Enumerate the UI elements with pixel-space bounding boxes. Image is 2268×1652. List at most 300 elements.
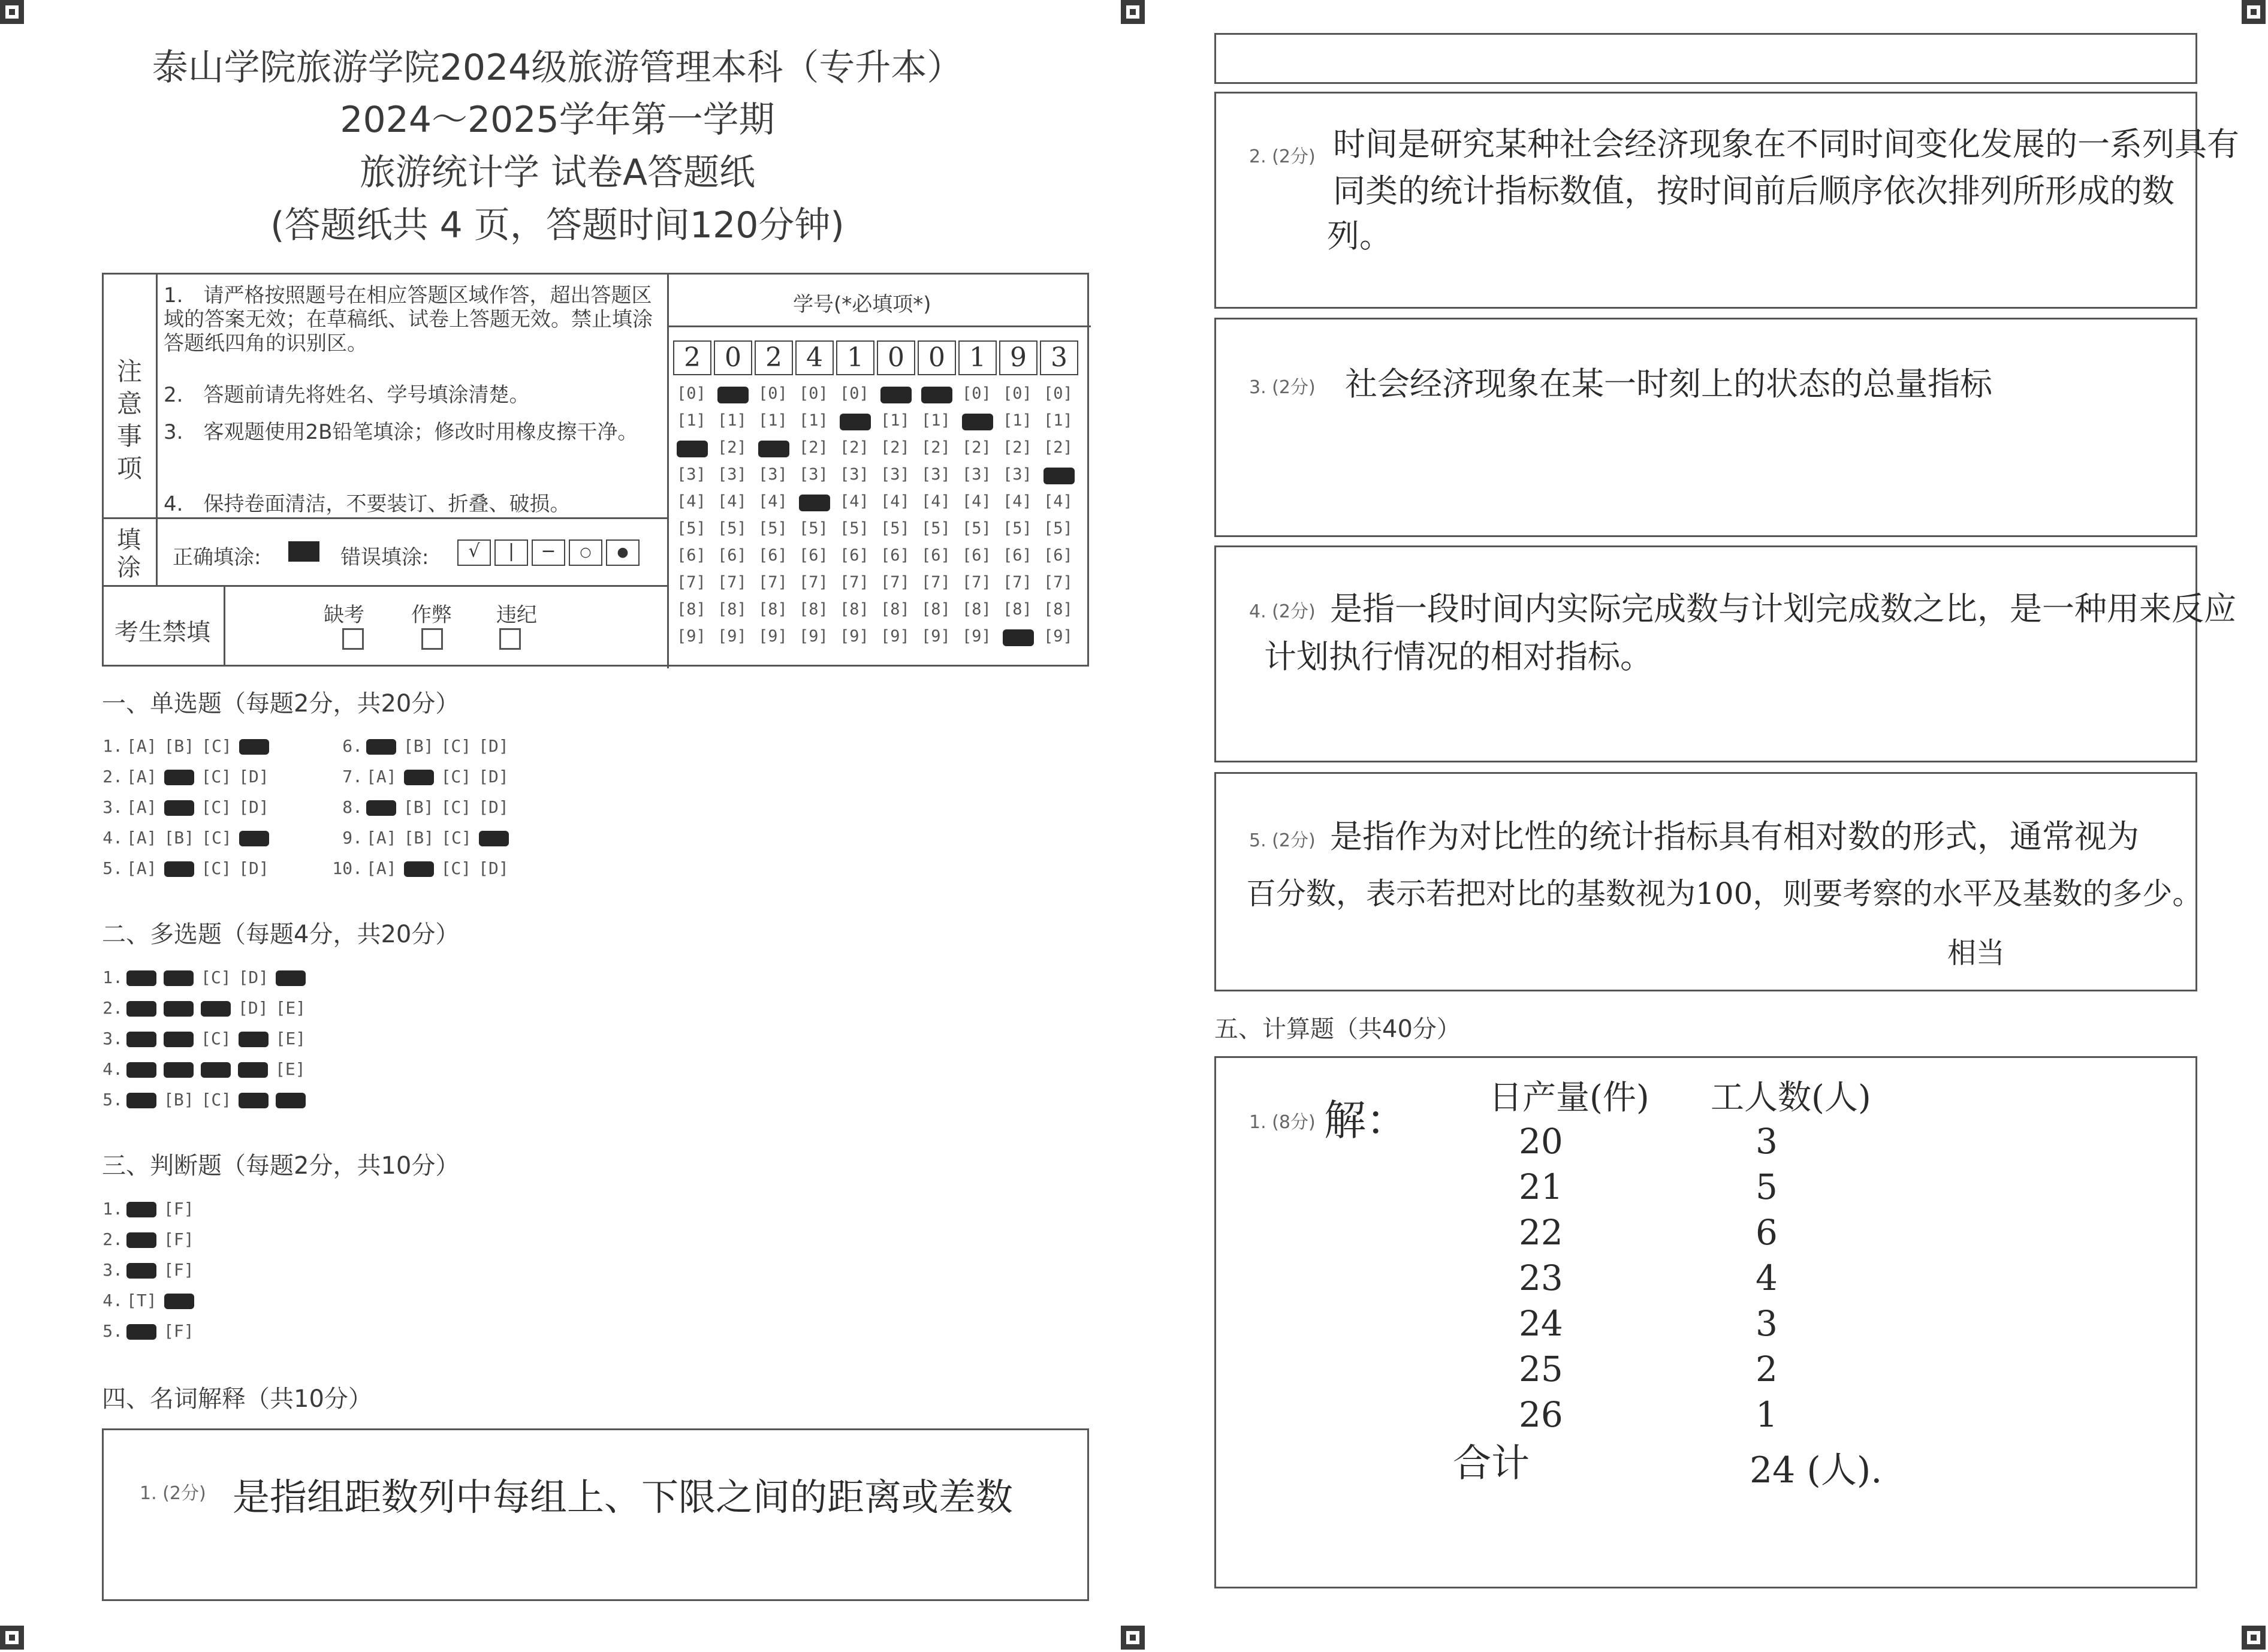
answer-bubble[interactable]: [C] — [441, 828, 472, 848]
answer-bubble[interactable]: [D] — [478, 797, 509, 817]
term-1-number: 1. (2分) — [140, 1483, 206, 1504]
section5-title: 五、计算题（共40分） — [1214, 1015, 1461, 1043]
answer-bubble[interactable]: [T] — [126, 1291, 157, 1310]
student-id-bubble[interactable]: [7] — [799, 573, 828, 592]
notice-item-4: 4. 保持卷面清洁，不要装订、折叠、破损。 — [164, 492, 571, 516]
answer-bubble[interactable]: [C] — [201, 767, 232, 786]
student-id-bubble[interactable]: [1] — [1003, 411, 1032, 430]
answer-row — [90, 1321, 198, 1341]
student-id-bubble-filled[interactable] — [717, 387, 749, 403]
calc-1-total-value: 24 (人). — [1750, 1449, 1883, 1491]
term-2-answer-line3: 列。 — [1327, 217, 1392, 255]
notice-item-2: 2. 答题前请先将姓名、学号填涂清楚。 — [164, 383, 530, 407]
answer-bubble[interactable]: [C] — [441, 858, 472, 878]
answer-row — [330, 828, 512, 848]
answer-row — [330, 797, 512, 817]
answer-bubble[interactable]: [B] — [403, 797, 434, 817]
term-3-number: 3. (2分) — [1249, 377, 1316, 398]
calc-1-col1-header: 日产量(件) — [1489, 1078, 1649, 1117]
student-id-bubble[interactable]: [2] — [921, 438, 951, 457]
student-id-digit-box[interactable]: 3 — [1040, 340, 1078, 375]
answer-bubble[interactable]: [F] — [164, 1260, 194, 1280]
corner-marker-top-right — [2242, 0, 2266, 24]
answer-bubble-filled[interactable] — [126, 970, 156, 986]
student-id-bubble-filled[interactable] — [677, 441, 708, 457]
answer-box-term-2[interactable] — [1214, 92, 2239, 309]
student-id-bubble[interactable]: [2] — [1003, 438, 1032, 457]
student-id-grid — [104, 275, 1091, 668]
student-id-bubble[interactable]: [7] — [1043, 573, 1073, 592]
exam-title-line1: 泰山学院旅游学院2024级旅游管理本科（专升本） — [152, 47, 963, 89]
answer-row — [90, 828, 273, 848]
student-id-bubble[interactable]: [2] — [880, 438, 910, 457]
student-id-digit-box[interactable]: 1 — [958, 340, 997, 375]
student-id-digit-box[interactable]: 0 — [877, 340, 915, 375]
student-id-bubble[interactable]: [8] — [677, 600, 706, 619]
term-5-number: 5. (2分) — [1249, 830, 1316, 851]
term-2-number: 2. (2分) — [1249, 146, 1316, 167]
calc-1-daily-output-value: 25 — [1519, 1349, 1563, 1389]
student-id-bubble[interactable]: [0] — [1003, 384, 1032, 403]
student-id-digit-box[interactable]: 9 — [999, 340, 1038, 375]
answer-bubble-filled[interactable] — [201, 1001, 231, 1017]
answer-bubble[interactable]: [C] — [201, 967, 231, 987]
student-id-bubble[interactable]: [9] — [1043, 627, 1073, 646]
answer-box-term-5[interactable] — [1214, 772, 2203, 991]
student-id-bubble[interactable]: [6] — [717, 546, 747, 565]
student-id-bubble[interactable]: [0] — [962, 384, 991, 403]
answer-bubble[interactable]: [A] — [126, 828, 157, 848]
student-id-bubble[interactable]: [6] — [921, 546, 951, 565]
student-id-bubble[interactable]: [5] — [758, 519, 788, 538]
wrong-fill-sample-check: √ — [457, 539, 491, 566]
calc-1-daily-output-value: 26 — [1519, 1394, 1563, 1435]
answer-bubble-filled[interactable] — [238, 1062, 268, 1078]
student-id-bubble-filled[interactable] — [1043, 468, 1075, 484]
student-id-bubble[interactable]: [5] — [677, 519, 706, 538]
answer-bubble-filled[interactable] — [164, 800, 194, 816]
student-id-bubble[interactable]: [6] — [840, 546, 869, 565]
student-id-bubble[interactable]: [2] — [962, 438, 991, 457]
answer-bubble[interactable]: [A] — [126, 767, 157, 786]
answer-bubble-filled[interactable] — [164, 1062, 194, 1078]
answer-bubble[interactable]: [A] — [126, 797, 157, 817]
student-id-bubble[interactable]: [3] — [921, 465, 951, 484]
corner-marker-bottom-left — [0, 1626, 24, 1650]
answer-bubble[interactable]: [E] — [275, 998, 306, 1018]
question-number: 4. — [102, 828, 123, 848]
answer-bubble-filled[interactable] — [366, 739, 396, 755]
student-id-bubble[interactable]: [4] — [677, 492, 706, 511]
answer-row — [90, 736, 273, 756]
student-id-bubble[interactable]: [4] — [840, 492, 869, 511]
student-id-bubble[interactable]: [3] — [840, 465, 869, 484]
exam-title-line2: 2024～2025学年第一学期 — [340, 99, 775, 141]
fill-label: 填涂 — [117, 526, 141, 581]
answer-bubble-filled[interactable] — [239, 1032, 269, 1047]
question-number: 2. — [102, 998, 123, 1018]
student-id-bubble[interactable]: [6] — [1043, 546, 1073, 565]
answer-box-top-continuation — [1214, 33, 2197, 84]
student-id-bubble[interactable]: [7] — [758, 573, 788, 592]
student-id-bubble[interactable]: [5] — [799, 519, 828, 538]
answer-bubble-filled[interactable] — [164, 1294, 194, 1309]
question-number: 10. — [332, 858, 363, 878]
calc-1-col2-header: 工人数(人) — [1711, 1078, 1871, 1117]
forbid-violate-label: 违纪 — [496, 603, 537, 627]
answer-bubble[interactable]: [D] — [238, 967, 269, 987]
student-id-bubble[interactable]: [2] — [840, 438, 869, 457]
student-id-bubble[interactable]: [1] — [921, 411, 951, 430]
student-id-bubble[interactable]: [9] — [962, 627, 991, 646]
student-id-bubble[interactable]: [5] — [921, 519, 951, 538]
calc-1-worker-count-value: 3 — [1756, 1121, 1778, 1162]
student-id-bubble[interactable]: [3] — [962, 465, 991, 484]
student-id-bubble[interactable]: [7] — [880, 573, 910, 592]
student-id-bubble[interactable]: [6] — [799, 546, 828, 565]
student-id-bubble[interactable]: [8] — [799, 600, 828, 619]
corner-marker-top-left — [0, 0, 24, 24]
student-id-bubble[interactable]: [4] — [962, 492, 991, 511]
student-id-bubble[interactable]: [7] — [717, 573, 747, 592]
notice-item-1: 1. 请严格按照题号在相应答题区域作答，超出答题区域的答案无效；在草稿纸、试卷上答题无效。禁止填涂答题纸四角的识别区。 — [164, 284, 653, 355]
student-id-digit-box[interactable]: 2 — [755, 340, 793, 375]
student-id-bubble[interactable]: [8] — [717, 600, 747, 619]
student-id-digit-box[interactable]: 0 — [714, 340, 752, 375]
calc-1-worker-count-value: 6 — [1756, 1212, 1778, 1253]
answer-bubble-filled[interactable] — [126, 1062, 156, 1078]
student-id-bubble[interactable]: [5] — [880, 519, 910, 538]
answer-bubble[interactable]: [D] — [238, 998, 269, 1018]
notice-side-label: 注意事项 — [116, 357, 142, 483]
question-number: 3. — [102, 797, 123, 817]
student-id-bubble[interactable]: [1] — [677, 411, 706, 430]
answer-bubble[interactable]: [D] — [478, 858, 509, 878]
answer-row — [90, 1229, 198, 1249]
answer-bubble-filled[interactable] — [164, 1032, 194, 1047]
answer-bubble[interactable]: [E] — [275, 1059, 306, 1079]
student-id-bubble-filled[interactable] — [962, 414, 993, 430]
student-id-bubble[interactable]: [5] — [717, 519, 747, 538]
question-number: 5. — [102, 858, 123, 878]
answer-row — [90, 1090, 309, 1110]
answer-bubble-filled[interactable] — [276, 1093, 306, 1108]
calc-1-daily-output-value: 23 — [1519, 1258, 1563, 1298]
answer-bubble[interactable]: [C] — [441, 797, 472, 817]
answer-bubble-filled[interactable] — [239, 739, 269, 755]
answer-bubble[interactable]: [C] — [201, 1029, 231, 1048]
answer-bubble[interactable]: [D] — [478, 767, 509, 786]
notice-item-3: 3. 客观题使用2B铅笔填涂；修改时用橡皮擦干净。 — [164, 420, 638, 444]
section1-title: 一、单选题（每题2分，共20分） — [102, 690, 460, 718]
student-id-bubble-filled[interactable] — [1003, 629, 1034, 646]
answer-bubble-filled[interactable] — [404, 861, 434, 877]
answer-bubble[interactable]: [B] — [403, 736, 434, 756]
term-4-number: 4. (2分) — [1249, 601, 1316, 622]
term-5-answer-line1: 是指作为对比性的统计指标具有相对数的形式，通常视为 — [1330, 818, 2139, 855]
answer-row — [90, 1029, 309, 1048]
calc-1-worker-count-value: 5 — [1756, 1166, 1778, 1207]
question-number: 9. — [342, 828, 363, 848]
student-id-bubble[interactable]: [7] — [1003, 573, 1032, 592]
answer-bubble-filled[interactable] — [479, 831, 509, 846]
student-id-bubble[interactable]: [8] — [880, 600, 910, 619]
question-number: 1. — [102, 1199, 123, 1219]
student-id-bubble-filled[interactable] — [880, 387, 912, 403]
question-number: 3. — [102, 1029, 123, 1048]
correct-fill-label: 正确填涂: — [173, 545, 261, 569]
student-id-bubble[interactable]: [1] — [880, 411, 910, 430]
student-id-bubble[interactable]: [1] — [1043, 411, 1073, 430]
student-id-bubble[interactable]: [0] — [840, 384, 869, 403]
answer-bubble-filled[interactable] — [239, 831, 269, 846]
student-id-bubble[interactable]: [4] — [758, 492, 788, 511]
forbid-cheat-label: 作弊 — [411, 603, 452, 627]
answer-bubble[interactable]: [C] — [201, 828, 232, 848]
answer-bubble[interactable]: [A] — [126, 858, 157, 878]
answer-bubble[interactable]: [E] — [275, 1029, 306, 1048]
term-2-answer-line2: 同类的统计指标数值，按时间前后顺序依次排列所形成的数 — [1333, 172, 2174, 210]
student-id-bubble-filled[interactable] — [840, 414, 871, 430]
exam-title-line4: (答题纸共 4 页，答题时间120分钟) — [270, 204, 845, 246]
term-5-answer-line2: 百分数，表示若把对比的基数视为100，则要考察的水平及基数的多少。 — [1246, 876, 2203, 911]
student-id-bubble[interactable]: [3] — [880, 465, 910, 484]
student-id-bubble[interactable]: [9] — [799, 627, 828, 646]
answer-box-term-1[interactable] — [102, 1428, 1089, 1601]
answer-box-term-3[interactable] — [1214, 318, 2197, 537]
student-id-bubble[interactable]: [4] — [880, 492, 910, 511]
question-number: 2. — [102, 767, 123, 786]
answer-bubble[interactable]: [A] — [366, 858, 397, 878]
question-number: 8. — [342, 797, 363, 817]
answer-bubble[interactable]: [A] — [126, 736, 157, 756]
answer-bubble-filled[interactable] — [239, 1093, 269, 1108]
answer-bubble-filled[interactable] — [404, 770, 434, 785]
answer-row — [90, 998, 309, 1018]
student-id-bubble-filled[interactable] — [799, 495, 830, 511]
student-id-bubble[interactable]: [6] — [1003, 546, 1032, 565]
calc-1-worker-count-value: 2 — [1756, 1349, 1778, 1389]
answer-bubble-filled[interactable] — [164, 970, 194, 986]
student-id-bubble[interactable]: [1] — [799, 411, 828, 430]
calc-1-daily-output-value: 24 — [1519, 1303, 1563, 1344]
answer-row — [90, 1199, 198, 1219]
section4-title: 四、名词解释（共10分） — [102, 1385, 372, 1413]
student-id-bubble[interactable]: [9] — [758, 627, 788, 646]
question-number: 3. — [102, 1260, 123, 1280]
term-4-answer-line1: 是指一段时间内实际完成数与计划完成数之比，是一种用来反应 — [1330, 590, 2236, 628]
student-id-bubble[interactable]: [9] — [921, 627, 951, 646]
corner-marker-bottom-right — [2242, 1626, 2266, 1650]
answer-bubble-filled[interactable] — [126, 1263, 156, 1279]
calc-1-solution-label: 解： — [1324, 1096, 1408, 1145]
student-id-bubble[interactable]: [8] — [1003, 600, 1032, 619]
question-number: 4. — [102, 1291, 123, 1310]
student-id-bubble[interactable]: [8] — [840, 600, 869, 619]
answer-bubble[interactable]: [C] — [441, 767, 472, 786]
term-5-answer-insert: 相当 — [1947, 936, 2005, 970]
answer-bubble-filled[interactable] — [164, 1001, 194, 1017]
answer-bubble-filled[interactable] — [201, 1062, 231, 1078]
answer-row — [90, 967, 309, 987]
answer-bubble[interactable]: [A] — [366, 828, 397, 848]
calc-1-number: 1. (8分) — [1249, 1112, 1316, 1133]
answer-bubble-filled[interactable] — [126, 1202, 156, 1217]
calc-1-total-label: 合计 — [1453, 1442, 1530, 1486]
student-id-bubble[interactable]: [3] — [717, 465, 747, 484]
question-number: 5. — [102, 1090, 123, 1110]
question-number: 2. — [102, 1229, 123, 1249]
question-number: 7. — [342, 767, 363, 786]
answer-bubble[interactable]: [D] — [239, 858, 269, 878]
student-id-bubble[interactable]: [4] — [1003, 492, 1032, 511]
answer-row — [90, 767, 273, 786]
corner-marker-top-center — [1121, 0, 1145, 24]
student-id-bubble[interactable]: [5] — [1043, 519, 1073, 538]
calc-1-daily-output-value: 20 — [1519, 1121, 1563, 1162]
answer-bubble[interactable]: [C] — [201, 858, 232, 878]
answer-bubble[interactable]: [C] — [201, 736, 232, 756]
student-id-bubble[interactable]: [7] — [921, 573, 951, 592]
student-id-bubble[interactable]: [1] — [717, 411, 747, 430]
student-id-bubble[interactable]: [7] — [677, 573, 706, 592]
answer-row — [90, 858, 273, 878]
student-id-label: 学号(*必填项*) — [793, 293, 931, 316]
answer-bubble-filled[interactable] — [126, 1232, 156, 1248]
calc-1-worker-count-value: 1 — [1756, 1394, 1778, 1435]
term-3-answer: 社会经济现象在某一时刻上的状态的总量指标 — [1345, 365, 1992, 403]
student-id-bubble[interactable]: [0] — [677, 384, 706, 403]
answer-bubble[interactable]: [B] — [164, 736, 195, 756]
student-id-bubble[interactable]: [3] — [799, 465, 828, 484]
term-1-answer: 是指组距数列中每组上、下限之间的距离或差数 — [233, 1475, 1014, 1519]
student-id-bubble[interactable]: [6] — [962, 546, 991, 565]
answer-bubble[interactable]: [F] — [164, 1229, 194, 1249]
student-id-bubble[interactable]: [4] — [717, 492, 747, 511]
student-id-digit-box[interactable]: 2 — [673, 340, 711, 375]
answer-bubble[interactable]: [C] — [201, 797, 232, 817]
student-id-bubble[interactable]: [0] — [799, 384, 828, 403]
wrong-fill-sample-dot: ● — [606, 539, 640, 566]
corner-marker-bottom-center — [1121, 1626, 1145, 1650]
answer-row — [90, 797, 273, 817]
wrong-fill-label: 错误填涂: — [340, 545, 429, 569]
answer-bubble-filled[interactable] — [126, 1032, 156, 1047]
answer-bubble[interactable]: [D] — [478, 736, 509, 756]
wrong-fill-sample-dash: − — [532, 539, 565, 566]
student-id-bubble[interactable]: [5] — [840, 519, 869, 538]
answer-row — [90, 1059, 309, 1079]
answer-bubble-filled[interactable] — [126, 1093, 156, 1108]
answer-bubble-filled[interactable] — [276, 970, 306, 986]
student-id-bubble[interactable]: [6] — [758, 546, 788, 565]
student-id-bubble[interactable]: [8] — [1043, 600, 1073, 619]
answer-bubble[interactable]: [A] — [366, 767, 397, 786]
answer-bubble-filled[interactable] — [164, 861, 194, 877]
student-id-bubble[interactable]: [9] — [677, 627, 706, 646]
answer-box-calc-1[interactable] — [1214, 1056, 2197, 1588]
student-id-bubble[interactable]: [2] — [717, 438, 747, 457]
wrong-fill-sample-bar: | — [494, 539, 528, 566]
student-id-bubble[interactable]: [6] — [677, 546, 706, 565]
student-id-bubble[interactable]: [4] — [921, 492, 951, 511]
student-id-bubble[interactable]: [8] — [921, 600, 951, 619]
student-id-bubble[interactable]: [7] — [840, 573, 869, 592]
student-id-bubble-filled[interactable] — [921, 387, 952, 403]
answer-row — [330, 736, 512, 756]
answer-bubble-filled[interactable] — [366, 800, 396, 816]
term-2-answer-line1: 时间是研究某种社会经济现象在不同时间变化发展的一系列具有 — [1333, 125, 2239, 163]
calc-1-daily-output-value: 21 — [1519, 1166, 1563, 1207]
calc-1-daily-output-value: 22 — [1519, 1212, 1563, 1253]
student-id-bubble[interactable]: [9] — [880, 627, 910, 646]
section3-title: 三、判断题（每题2分，共10分） — [102, 1152, 460, 1180]
answer-bubble[interactable]: [C] — [441, 736, 472, 756]
student-id-bubble[interactable]: [5] — [962, 519, 991, 538]
student-id-bubble[interactable]: [3] — [1003, 465, 1032, 484]
question-number: 5. — [102, 1321, 123, 1341]
student-id-bubble[interactable]: [9] — [717, 627, 747, 646]
answer-bubble[interactable]: [F] — [164, 1199, 194, 1219]
student-id-digit-box[interactable]: 0 — [918, 340, 956, 375]
answer-row — [330, 858, 512, 878]
question-number: 4. — [102, 1059, 123, 1079]
forbid-absent-label: 缺考 — [324, 603, 364, 627]
answer-row — [330, 767, 512, 786]
question-number: 1. — [102, 967, 123, 987]
answer-bubble[interactable]: [F] — [164, 1321, 194, 1341]
answer-bubble[interactable]: [B] — [164, 828, 195, 848]
student-id-bubble[interactable]: [1] — [758, 411, 788, 430]
student-id-digit-box[interactable]: 4 — [795, 340, 834, 375]
term-4-answer-line2: 计划执行情况的相对指标。 — [1264, 638, 1652, 676]
question-number: 1. — [102, 736, 123, 756]
info-table — [102, 273, 1089, 667]
student-id-bubble[interactable]: [0] — [758, 384, 788, 403]
student-id-bubble[interactable]: [8] — [758, 600, 788, 619]
answer-bubble-filled[interactable] — [126, 1001, 156, 1017]
calc-1-worker-count-value: 3 — [1756, 1303, 1778, 1344]
answer-bubble[interactable]: [D] — [239, 767, 269, 786]
student-id-bubble[interactable]: [2] — [1043, 438, 1073, 457]
answer-row — [90, 1260, 198, 1280]
answer-row — [90, 1291, 198, 1310]
answer-box-term-4[interactable] — [1214, 545, 2236, 762]
student-id-bubble[interactable]: [8] — [962, 600, 991, 619]
exam-title-line3: 旅游统计学 试卷A答题纸 — [359, 152, 756, 194]
forbid-label: 考生禁填 — [114, 619, 210, 646]
question-number: 6. — [342, 736, 363, 756]
student-id-bubble[interactable]: [7] — [962, 573, 991, 592]
student-id-digit-box[interactable]: 1 — [836, 340, 874, 375]
student-id-bubble[interactable]: [5] — [1003, 519, 1032, 538]
student-id-bubble[interactable]: [6] — [880, 546, 910, 565]
student-id-bubble[interactable]: [3] — [758, 465, 788, 484]
student-id-bubble[interactable]: [3] — [677, 465, 706, 484]
answer-bubble[interactable]: [D] — [239, 797, 269, 817]
answer-bubble-filled[interactable] — [164, 770, 194, 785]
answer-bubble-filled[interactable] — [126, 1324, 156, 1340]
student-id-bubble[interactable]: [2] — [799, 438, 828, 457]
student-id-bubble[interactable]: [0] — [1043, 384, 1073, 403]
answer-bubble[interactable]: [C] — [201, 1090, 232, 1110]
calc-1-worker-count-value: 4 — [1756, 1258, 1778, 1298]
student-id-bubble[interactable]: [9] — [840, 627, 869, 646]
answer-bubble[interactable]: [B] — [164, 1090, 194, 1110]
answer-bubble[interactable]: [B] — [403, 828, 435, 848]
student-id-bubble-filled[interactable] — [758, 441, 789, 457]
student-id-bubble[interactable]: [4] — [1043, 492, 1073, 511]
